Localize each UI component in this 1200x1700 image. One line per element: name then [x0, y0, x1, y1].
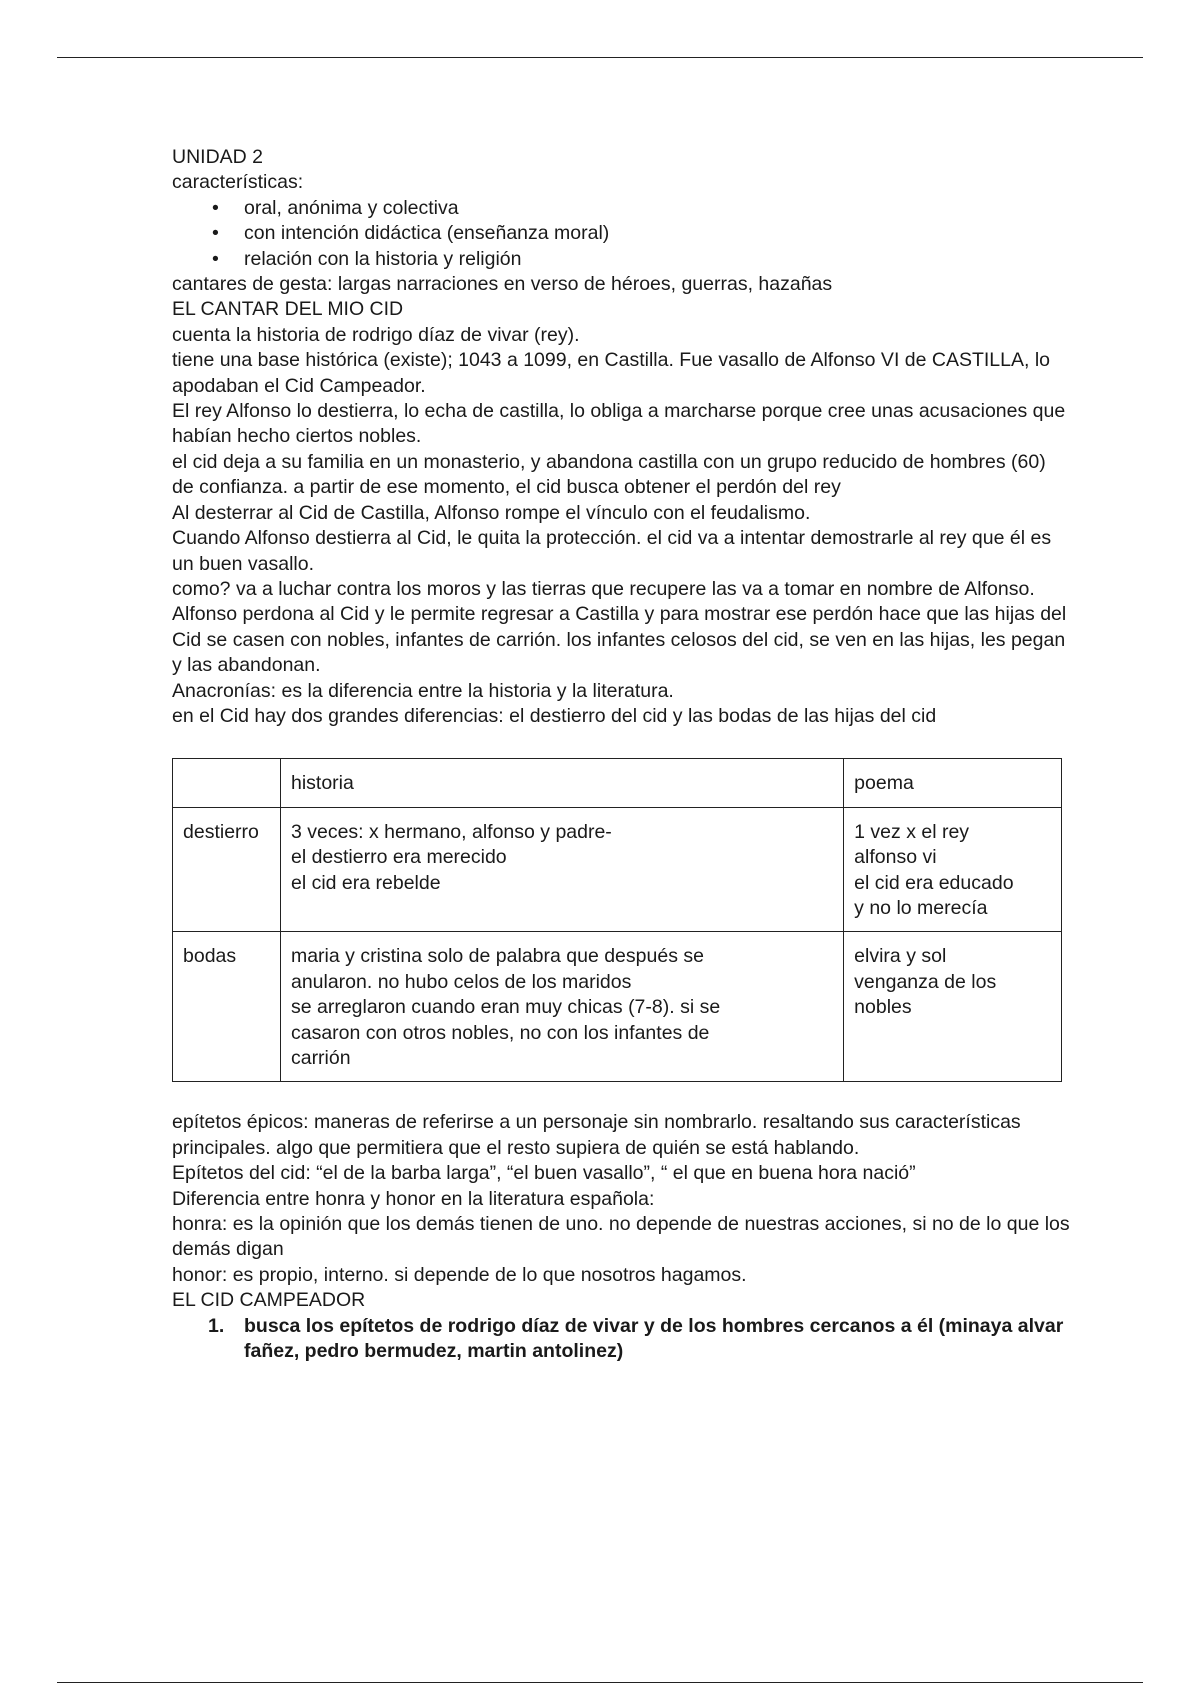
paragraph: El rey Alfonso lo destierra, lo echa de castilla, lo obliga a marcharse porque cree unas acusaciones que habían hecho ciertos nobles. — [172, 400, 1066, 448]
paragraph: honor: es propio, interno. si depende de lo que nosotros hagamos. — [172, 1263, 747, 1286]
paragraph: tiene una base histórica (existe); 1043 a 1099, en Castilla. Fue vasallo de Alfonso VI de CASTILLA, lo apodaban el Cid Campeador. — [172, 349, 1051, 397]
task-list — [172, 1314, 1072, 1365]
row-label: bodas — [173, 932, 281, 1082]
historia-cell — [280, 807, 843, 932]
cantares-definition: cantares de gesta: largas narraciones en verso de héroes, guerras, hazañas — [172, 273, 833, 296]
cell-line: elvira y sol — [854, 945, 947, 968]
section-title: EL CANTAR DEL MIO CID — [172, 298, 404, 321]
cell-line: y no lo merecía — [854, 896, 988, 919]
list-item: • relación con la historia y religión — [172, 247, 1072, 272]
paragraph: Cuando Alfonso destierra al Cid, le quita la protección. el cid va a intentar demostrarle al rey que él es un buen vasallo. — [172, 527, 1052, 575]
cell-line: maria y cristina solo de palabra que después se — [290, 945, 704, 968]
cell-line: 3 veces: x hermano, alfonso y padre- — [290, 820, 612, 843]
task-text: busca los epítetos de rodrigo díaz de vivar y de los hombres cercanos a él (minaya alvar fañez, pedro bermudez, martin antolinez) — [244, 1314, 1064, 1363]
cell-line: nobles — [854, 996, 912, 1019]
characteristics-list — [172, 196, 1072, 272]
footer-rule — [57, 1682, 1143, 1683]
paragraph: Epítetos del cid: “el de la barba larga”, “el buen vasallo”, “ el que en buena hora nació” — [172, 1162, 916, 1185]
list-item: • oral, anónima y colectiva — [172, 196, 1072, 221]
cell-line: casaron con otros nobles, no con los infantes de — [290, 1021, 710, 1044]
comparison-table — [172, 758, 1062, 1082]
cell-line: el cid era educado — [854, 871, 1014, 894]
table-header-cell — [173, 759, 281, 807]
paragraph: epítetos épicos: maneras de referirse a un personaje sin nombrarlo. resaltando sus características principales. algo que permitiera que el resto supiera de quién se está hablando. — [172, 1111, 1021, 1159]
cell-line: 1 vez x el rey — [854, 820, 970, 843]
table-header-cell: historia — [280, 759, 843, 807]
header-rule — [57, 57, 1143, 58]
characteristics-label: características: — [172, 171, 304, 194]
task-number: 1. — [208, 1314, 225, 1337]
historia-cell — [280, 932, 843, 1082]
poema-cell — [844, 932, 1062, 1082]
poema-cell — [844, 807, 1062, 932]
table-row — [173, 807, 1062, 932]
section-title: EL CID CAMPEADOR — [172, 1289, 366, 1312]
table-header-cell: poema — [844, 759, 1062, 807]
cell-line: anularon. no hubo celos de los maridos — [290, 970, 632, 993]
paragraph: Diferencia entre honra y honor en la literatura española: — [172, 1187, 655, 1210]
table-row — [173, 932, 1062, 1082]
paragraph: Al desterrar al Cid de Castilla, Alfonso rompe el vínculo con el feudalismo. — [172, 501, 811, 524]
cell-line: el cid era rebelde — [290, 871, 441, 894]
paragraph: como? va a luchar contra los moros y las tierras que recupere las va a tomar en nombre de Alfonso. Alfonso perdona al Cid y le permite regresar a Castilla y para mostrar ese perdón hace que las hijas del Cid se casen con nobles, infantes de carrión. los infantes celosos del cid, se ven en las hijas, les pegan y las abandonan. — [172, 577, 1067, 677]
unit-title: UNIDAD 2 — [172, 146, 264, 168]
cell-line: se arreglaron cuando eran muy chicas (7-8). si se — [290, 996, 721, 1019]
paragraph: cuenta la historia de rodrigo díaz de vivar (rey). — [172, 323, 580, 346]
paragraph: honra: es la opinión que los demás tienen de uno. no depende de nuestras acciones, si no de lo que los demás digan — [172, 1213, 1070, 1261]
row-label: destierro — [173, 807, 281, 932]
paragraph: el cid deja a su familia en un monasterio, y abandona castilla con un grupo reducido de hombres (60) de confianza. a partir de ese momento, el cid busca obtener el perdón del rey — [172, 450, 1046, 499]
paragraph: en el Cid hay dos grandes diferencias: el destierro del cid y las bodas de las hijas del cid — [172, 704, 937, 727]
cell-line: alfonso vi — [854, 846, 937, 869]
cell-line: venganza de los — [854, 970, 997, 993]
cell-line: carrión — [290, 1047, 351, 1069]
task-item — [172, 1314, 1072, 1365]
list-item: • con intención didáctica (enseñanza moral) — [172, 221, 1072, 246]
cell-line: el destierro era merecido — [290, 846, 507, 869]
paragraph: Anacronías: es la diferencia entre la historia y la literatura. — [172, 679, 674, 702]
document-body — [172, 145, 1072, 1364]
table-header-row — [173, 759, 1062, 807]
